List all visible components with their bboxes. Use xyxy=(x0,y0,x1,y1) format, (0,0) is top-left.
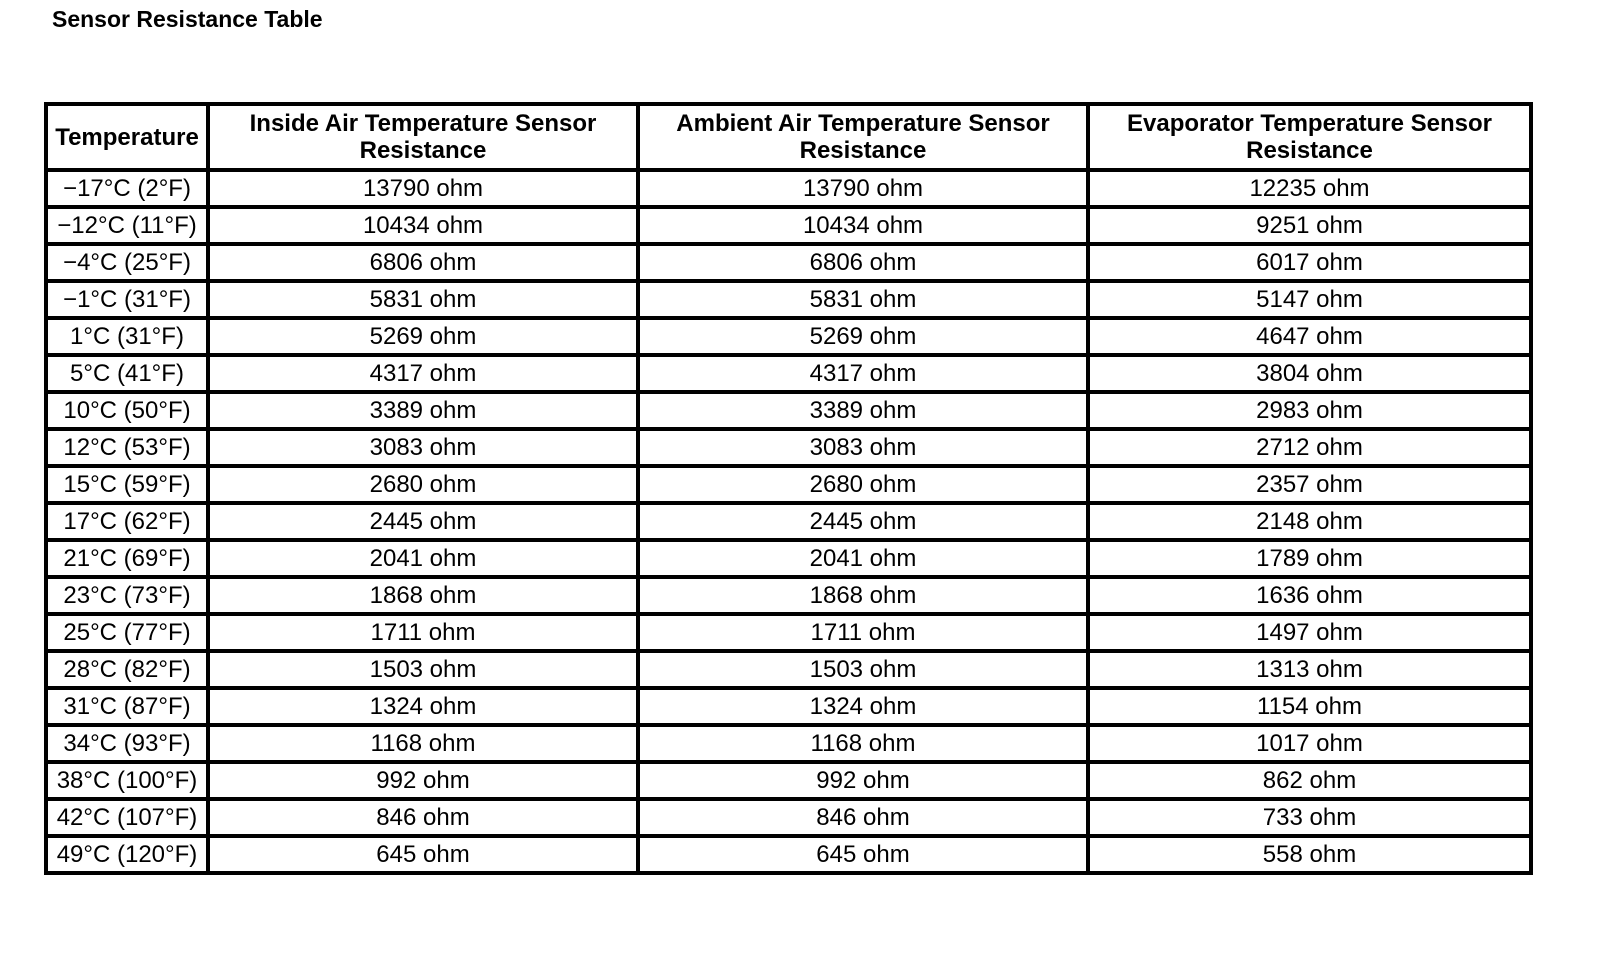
table-row xyxy=(46,281,1531,318)
ambient-air-resistance-cell: 1868 ohm xyxy=(638,577,1088,614)
ambient-air-resistance-cell: 13790 ohm xyxy=(638,170,1088,207)
temperature-cell: 10°C (50°F) xyxy=(46,392,208,429)
table-row xyxy=(46,725,1531,762)
inside-air-resistance-cell: 846 ohm xyxy=(208,799,638,836)
evaporator-resistance-cell: 3804 ohm xyxy=(1088,355,1531,392)
evaporator-resistance-cell: 1017 ohm xyxy=(1088,725,1531,762)
table-row xyxy=(46,244,1531,281)
ambient-air-resistance-cell: 992 ohm xyxy=(638,762,1088,799)
table-row xyxy=(46,762,1531,799)
header-inside-air-resistance: Inside Air Temperature Sensor Resistance xyxy=(208,104,638,170)
document-title: Sensor Resistance Table xyxy=(52,6,323,32)
table-row xyxy=(46,429,1531,466)
inside-air-resistance-cell: 5269 ohm xyxy=(208,318,638,355)
table-row xyxy=(46,170,1531,207)
temperature-cell: 42°C (107°F) xyxy=(46,799,208,836)
header-ambient-air-resistance: Ambient Air Temperature Sensor Resistance xyxy=(638,104,1088,170)
table-row xyxy=(46,577,1531,614)
ambient-air-resistance-cell: 3083 ohm xyxy=(638,429,1088,466)
ambient-air-resistance-cell: 1503 ohm xyxy=(638,651,1088,688)
temperature-cell: −1°C (31°F) xyxy=(46,281,208,318)
evaporator-resistance-cell: 2712 ohm xyxy=(1088,429,1531,466)
table-row xyxy=(46,355,1531,392)
ambient-air-resistance-cell: 5269 ohm xyxy=(638,318,1088,355)
temperature-cell: 49°C (120°F) xyxy=(46,836,208,873)
evaporator-resistance-cell: 9251 ohm xyxy=(1088,207,1531,244)
evaporator-resistance-cell: 1789 ohm xyxy=(1088,540,1531,577)
inside-air-resistance-cell: 1503 ohm xyxy=(208,651,638,688)
evaporator-resistance-cell: 5147 ohm xyxy=(1088,281,1531,318)
table-header-row xyxy=(46,104,1531,170)
table-row xyxy=(46,614,1531,651)
temperature-cell: 12°C (53°F) xyxy=(46,429,208,466)
ambient-air-resistance-cell: 6806 ohm xyxy=(638,244,1088,281)
header-temperature: Temperature xyxy=(46,104,208,170)
inside-air-resistance-cell: 2680 ohm xyxy=(208,466,638,503)
temperature-cell: −17°C (2°F) xyxy=(46,170,208,207)
evaporator-resistance-cell: 558 ohm xyxy=(1088,836,1531,873)
temperature-cell: −12°C (11°F) xyxy=(46,207,208,244)
sensor-resistance-table xyxy=(44,102,1533,875)
table-body xyxy=(46,170,1531,873)
inside-air-resistance-cell: 10434 ohm xyxy=(208,207,638,244)
inside-air-resistance-cell: 1868 ohm xyxy=(208,577,638,614)
table-row xyxy=(46,207,1531,244)
temperature-cell: 28°C (82°F) xyxy=(46,651,208,688)
table-row xyxy=(46,318,1531,355)
evaporator-resistance-cell: 2148 ohm xyxy=(1088,503,1531,540)
temperature-cell: 15°C (59°F) xyxy=(46,466,208,503)
inside-air-resistance-cell: 5831 ohm xyxy=(208,281,638,318)
evaporator-resistance-cell: 1497 ohm xyxy=(1088,614,1531,651)
table-row xyxy=(46,836,1531,873)
header-evaporator-resistance: Evaporator Temperature Sensor Resistance xyxy=(1088,104,1531,170)
inside-air-resistance-cell: 1711 ohm xyxy=(208,614,638,651)
temperature-cell: 5°C (41°F) xyxy=(46,355,208,392)
temperature-cell: 23°C (73°F) xyxy=(46,577,208,614)
inside-air-resistance-cell: 3083 ohm xyxy=(208,429,638,466)
ambient-air-resistance-cell: 2445 ohm xyxy=(638,503,1088,540)
ambient-air-resistance-cell: 1324 ohm xyxy=(638,688,1088,725)
table-row xyxy=(46,799,1531,836)
ambient-air-resistance-cell: 3389 ohm xyxy=(638,392,1088,429)
table-row xyxy=(46,540,1531,577)
table-row xyxy=(46,503,1531,540)
ambient-air-resistance-cell: 645 ohm xyxy=(638,836,1088,873)
ambient-air-resistance-cell: 10434 ohm xyxy=(638,207,1088,244)
ambient-air-resistance-cell: 4317 ohm xyxy=(638,355,1088,392)
inside-air-resistance-cell: 2445 ohm xyxy=(208,503,638,540)
table-row xyxy=(46,651,1531,688)
evaporator-resistance-cell: 2357 ohm xyxy=(1088,466,1531,503)
temperature-cell: 31°C (87°F) xyxy=(46,688,208,725)
temperature-cell: 38°C (100°F) xyxy=(46,762,208,799)
evaporator-resistance-cell: 12235 ohm xyxy=(1088,170,1531,207)
evaporator-resistance-cell: 1636 ohm xyxy=(1088,577,1531,614)
inside-air-resistance-cell: 1324 ohm xyxy=(208,688,638,725)
temperature-cell: 25°C (77°F) xyxy=(46,614,208,651)
ambient-air-resistance-cell: 846 ohm xyxy=(638,799,1088,836)
evaporator-resistance-cell: 1154 ohm xyxy=(1088,688,1531,725)
ambient-air-resistance-cell: 2041 ohm xyxy=(638,540,1088,577)
temperature-cell: −4°C (25°F) xyxy=(46,244,208,281)
temperature-cell: 34°C (93°F) xyxy=(46,725,208,762)
inside-air-resistance-cell: 4317 ohm xyxy=(208,355,638,392)
ambient-air-resistance-cell: 2680 ohm xyxy=(638,466,1088,503)
ambient-air-resistance-cell: 5831 ohm xyxy=(638,281,1088,318)
temperature-cell: 17°C (62°F) xyxy=(46,503,208,540)
table-row xyxy=(46,466,1531,503)
evaporator-resistance-cell: 1313 ohm xyxy=(1088,651,1531,688)
table-row xyxy=(46,392,1531,429)
temperature-cell: 1°C (31°F) xyxy=(46,318,208,355)
inside-air-resistance-cell: 6806 ohm xyxy=(208,244,638,281)
evaporator-resistance-cell: 2983 ohm xyxy=(1088,392,1531,429)
inside-air-resistance-cell: 645 ohm xyxy=(208,836,638,873)
ambient-air-resistance-cell: 1168 ohm xyxy=(638,725,1088,762)
inside-air-resistance-cell: 3389 ohm xyxy=(208,392,638,429)
ambient-air-resistance-cell: 1711 ohm xyxy=(638,614,1088,651)
temperature-cell: 21°C (69°F) xyxy=(46,540,208,577)
inside-air-resistance-cell: 13790 ohm xyxy=(208,170,638,207)
evaporator-resistance-cell: 862 ohm xyxy=(1088,762,1531,799)
table-row xyxy=(46,688,1531,725)
evaporator-resistance-cell: 733 ohm xyxy=(1088,799,1531,836)
inside-air-resistance-cell: 2041 ohm xyxy=(208,540,638,577)
inside-air-resistance-cell: 992 ohm xyxy=(208,762,638,799)
evaporator-resistance-cell: 6017 ohm xyxy=(1088,244,1531,281)
evaporator-resistance-cell: 4647 ohm xyxy=(1088,318,1531,355)
inside-air-resistance-cell: 1168 ohm xyxy=(208,725,638,762)
